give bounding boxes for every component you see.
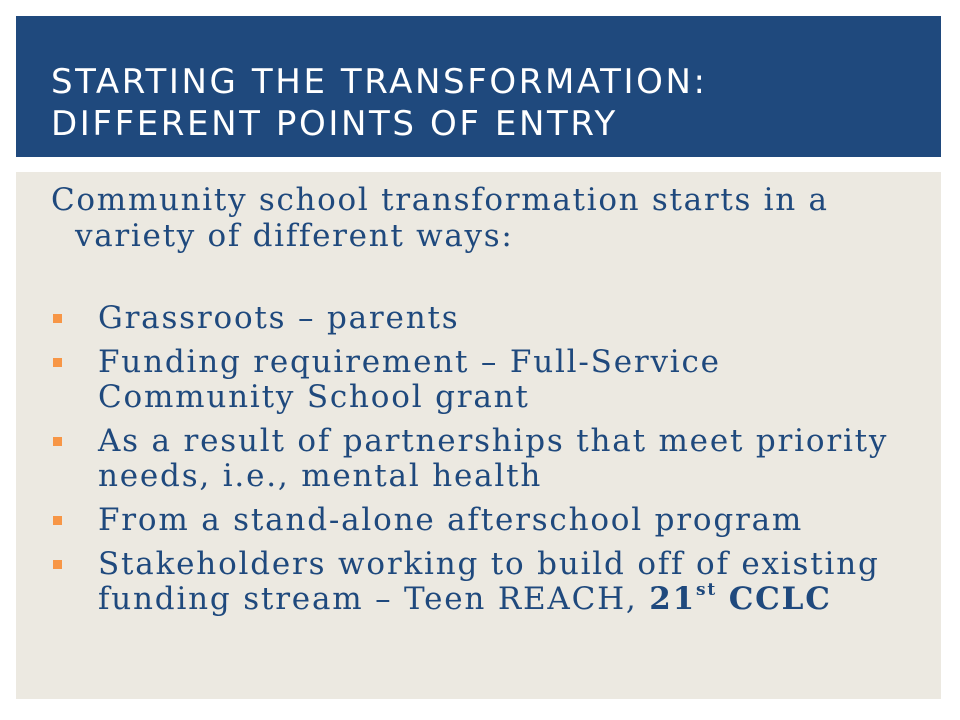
square-bullet-icon	[53, 516, 62, 525]
content-panel	[16, 172, 941, 699]
bullet-text: From a stand-alone afterschool program	[98, 502, 804, 538]
bullet-item	[51, 503, 921, 538]
title-bar	[16, 16, 941, 157]
square-bullet-icon	[53, 560, 62, 569]
program-name: CCLC	[728, 581, 832, 617]
program-number: 21	[649, 581, 696, 617]
title-line-1: STARTING THE TRANSFORMATION:	[51, 62, 708, 102]
intro-text: Community school transformation starts in a variety of different ways:	[51, 182, 829, 254]
square-bullet-icon	[53, 358, 62, 367]
square-bullet-icon	[53, 314, 62, 323]
bullet-item	[51, 424, 921, 494]
bullet-item	[51, 547, 921, 617]
bullet-list	[51, 301, 921, 617]
bullet-text: Funding requirement – Full-Service Community School grant	[98, 344, 721, 415]
title-line-2: DIFFERENT POINTS OF ENTRY	[51, 104, 618, 144]
bullet-item	[51, 301, 921, 336]
bullet-item	[51, 345, 921, 415]
bullet-text: Stakeholders working to build off of existing funding stream – Teen REACH,	[98, 546, 880, 617]
bullet-text: As a result of partnerships that meet priority needs, i.e., mental health	[98, 423, 889, 494]
bullet-text: Grassroots – parents	[98, 300, 460, 336]
ordinal-superscript: st	[696, 580, 718, 600]
square-bullet-icon	[53, 437, 62, 446]
